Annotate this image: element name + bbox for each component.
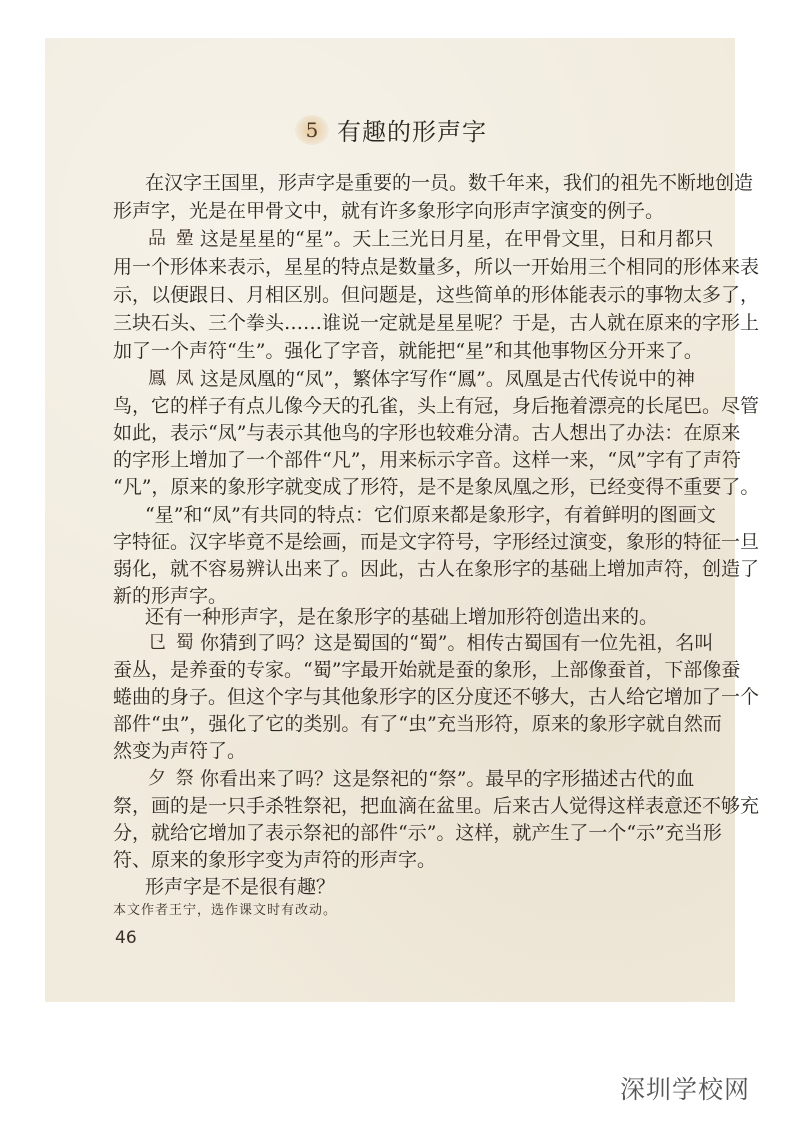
- paragraph-line: “星”和“凤”有共同的特点：它们原来都是象形字，有着鲜明的图画文: [145, 504, 716, 526]
- ancient-glyph-illustration: 夕 祭: [148, 768, 196, 789]
- paragraph-line: 如此，表示“凤”与表示其他鸟的字形也较难分清。古人想出了办法：在原来: [113, 422, 741, 444]
- paragraph-line: 在汉字王国里，形声字是重要的一员。数千年来，我们的祖先不断地创造: [145, 172, 754, 194]
- paragraph-line: 蜷曲的身子。但这个字与其他象形字的区分度还不够大，古人给它增加了一个: [113, 686, 760, 708]
- page-number: 46: [115, 928, 137, 948]
- paragraph-line: 形声字是不是很有趣？: [145, 876, 336, 898]
- paragraph-line: 的字形上增加了一个部件“凡”，用来标示字音。这样一来，“凤”字有了声符: [113, 449, 741, 471]
- paragraph-line: 你猜到了吗？这是蜀国的“蜀”。相传古蜀国有一位先祖，名叫: [200, 632, 714, 654]
- paragraph-line: 用一个形体来表示，星星的特点是数量多，所以一开始用三个相同的形体来表: [113, 256, 760, 278]
- paragraph-line: 这是凤凰的“凤”，繁体字写作“鳳”。凤凰是古代传说中的神: [200, 368, 695, 390]
- paragraph-line: 形声字，光是在甲骨文中，就有许多象形字向形声字演变的例子。: [113, 200, 665, 222]
- paragraph-line: 弱化，就不容易辨认出来了。因此，古人在象形字的基础上增加声符，创造了: [113, 558, 760, 580]
- paragraph-line: 分，就给它增加了表示祭祀的部件“示”。这样，就产生了一个“示”充当形: [113, 822, 722, 844]
- paragraph-line: 三块石头、三个拳头……谁说一定就是星星呢？于是，古人就在原来的字形上: [113, 312, 760, 334]
- paragraph-line: 蚕丛，是养蚕的专家。“蜀”字最开始就是蚕的象形，上部像蚕首，下部像蚕: [113, 659, 741, 681]
- ancient-glyph-illustration: 品 曐: [148, 228, 196, 249]
- ancient-glyph-illustration: 鳳 凤: [148, 368, 196, 389]
- lesson-title-text: 有趣的形声字: [337, 118, 487, 146]
- source-note: 本文作者王宁，选作课文时有改动。: [113, 903, 338, 918]
- paragraph-line: 加了一个声符“生”。强化了字音，就能把“星”和其他事物区分开来了。: [113, 340, 703, 362]
- paragraph-line: 示，以便跟日、月相区别。但问题是，这些简单的形体能表示的事物太多了，: [113, 284, 760, 306]
- watermark: 深圳学校网: [620, 1075, 751, 1104]
- ancient-glyph-illustration: 㔾 蜀: [148, 632, 196, 653]
- paragraph-line: 还有一种形声字，是在象形字的基础上增加形符创造出来的。: [145, 606, 659, 628]
- paragraph-line: 祭，画的是一只手杀牲祭祀，把血滴在盆里。后来古人觉得这样表意还不够充: [113, 795, 760, 817]
- paragraph-line: 符、原来的象形字变为声符的形声字。: [113, 849, 437, 871]
- paragraph-line: 然变为声符了。: [113, 740, 247, 762]
- paragraph-line: 字特征。汉字毕竟不是绘画，而是文字符号，字形经过演变，象形的特征一旦: [113, 531, 760, 553]
- paragraph-line: 新的形声字。: [113, 585, 228, 607]
- lesson-title: [295, 112, 487, 147]
- paragraph-line: 部件“虫”，强化了它的类别。有了“虫”充当形符，原来的象形字就自然而: [113, 713, 722, 735]
- lesson-number-badge: 5: [295, 115, 329, 145]
- paragraph-line: 鸟，它的样子有点儿像今天的孔雀，头上有冠，身后拖着漂亮的长尾巴。尽管: [113, 395, 760, 417]
- paragraph-line: “凡”，原来的象形字就变成了形符，是不是象凤凰之形，已经变得不重要了。: [113, 476, 760, 498]
- paragraph-line: 你看出来了吗？这是祭祀的“祭”。最早的字形描述古代的血: [200, 768, 695, 790]
- paragraph-line: 这是星星的“星”。天上三光日月星，在甲骨文里，日和月都只: [200, 228, 714, 250]
